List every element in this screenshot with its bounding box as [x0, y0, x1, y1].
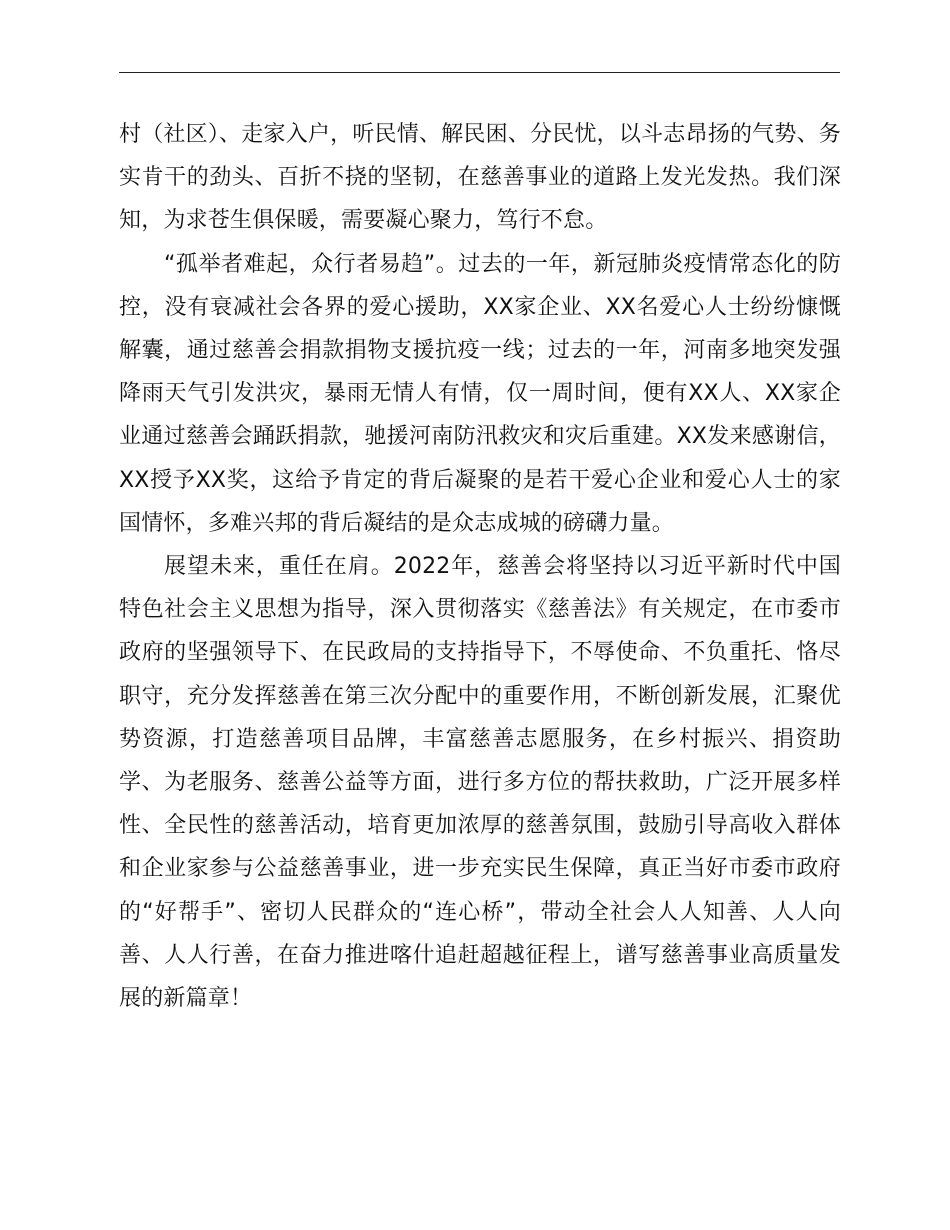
- paragraph-2: “孤举者难起，众行者易趋”。过去的一年，新冠肺炎疫情常态化的防控，没有衰减社会各界的爱心援助，XX家企业、XX名爱心人士纷纷慷慨解囊，通过慈善会捐款捐物支援抗疫一线；过去的一年，河南多地突发强降雨天气引发洪灾，暴雨无情人有情，仅一周时间，便有XX人、XX家企业通过慈善会踊跃捐款，驰援河南防汛救灾和灾后重建。XX发来感谢信，XX授予XX奖，这给予肯定的背后凝聚的是若干爱心企业和爱心人士的家国情怀，多难兴邦的背后凝结的是众志成城的磅礴力量。: [119, 251, 841, 536]
- header-rule: [119, 72, 840, 73]
- paragraph-3: 展望未来，重任在肩。2022年，慈善会将坚持以习近平新时代中国特色社会主义思想为指导，深入贯彻落实《慈善法》有关规定，在市委市政府的坚强领导下、在民政局的支持指导下，不辱使命、不负重托、恪尽职守，充分发挥慈善在第三次分配中的重要作用，不断创新发展，汇聚优势资源，打造慈善项目品牌，丰富慈善志愿服务，在乡村振兴、捐资助学、为老服务、慈善公益等方面，进行多方位的帮扶救助，广泛开展多样性、全民性的慈善活动，培育更加浓厚的慈善氛围，鼓励引导高收入群体和企业家参与公益慈善事业，进一步充实民生保障，真正当好市委市政府的“好帮手”、密切人民群众的“连心桥”，带动全社会人人知善、人人向善、人人行善，在奋力推进喀什追赶超越征程上，谱写慈善事业高质量发展的新篇章！: [119, 554, 841, 1012]
- body-text: [119, 113, 841, 1020]
- paragraph-1: 村（社区）、走家入户，听民情、解民困、分民忧，以斗志昂扬的气势、务实肯干的劲头、百折不挠的坚韧，在慈善事业的道路上发光发热。我们深知，为求苍生俱保暖，需要凝心聚力，笃行不怠。: [119, 122, 841, 234]
